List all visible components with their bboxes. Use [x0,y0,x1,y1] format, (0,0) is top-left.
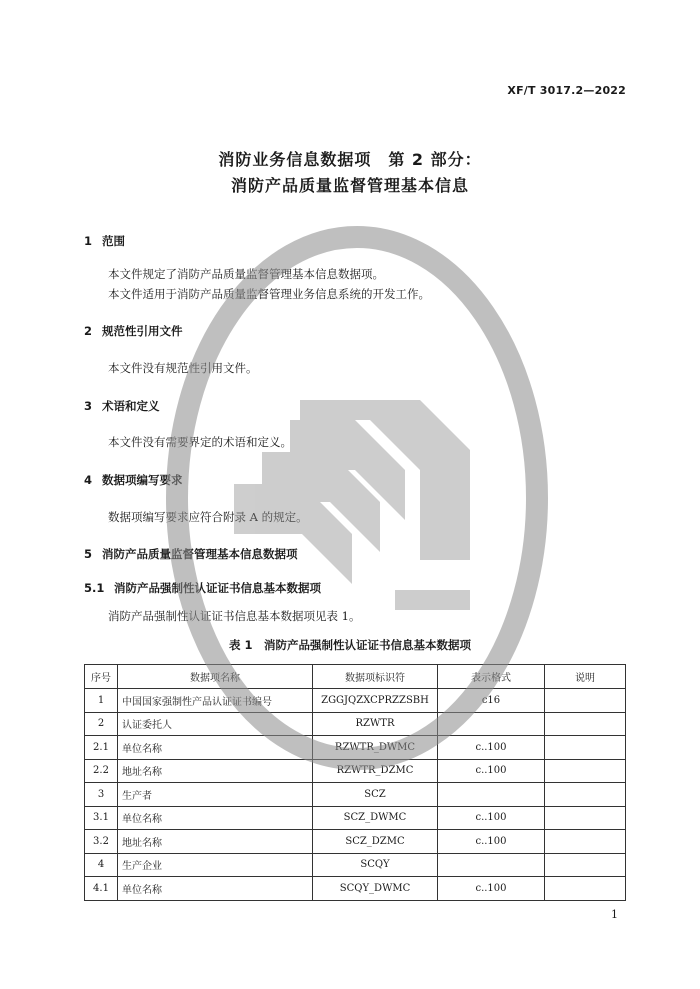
section-number: 1 [84,234,93,248]
document-title-line2: 消防产品质量监督管理基本信息 [230,176,469,195]
cell-format: c..100 [438,830,545,854]
cell-identifier: SCQY [313,853,438,877]
cell-note [545,712,626,736]
table-row [85,877,626,901]
cell-identifier: SCZ_DWMC [313,806,438,830]
cell-note [545,877,626,901]
table-row [85,736,626,760]
cell-name: 单位名称 [118,877,313,901]
table-row [85,712,626,736]
paragraph: 消防产品强制性认证证书信息基本数据项见表 1。 [108,609,361,623]
section-heading [84,546,298,562]
cell-identifier: ZGGJQZXCPRZZSBH [313,689,438,713]
cell-seq: 1 [85,689,118,713]
cell-name: 中国国家强制性产品认证证书编号 [118,689,313,713]
table-row [85,853,626,877]
page-number: 1 [611,908,618,921]
cell-name: 生产者 [118,783,313,807]
cell-name: 生产企业 [118,853,313,877]
cell-identifier: RZWTR [313,712,438,736]
paragraph: 本文件没有规范性引用文件。 [108,361,258,375]
cell-note [545,736,626,760]
subsection-heading [84,580,321,596]
column-header: 数据项名称 [118,665,313,689]
cell-format [438,783,545,807]
section-title: 消防产品强制性认证证书信息基本数据项 [114,581,321,595]
paragraph: 本文件没有需要界定的术语和定义。 [108,435,292,449]
column-header: 序号 [85,665,118,689]
column-header: 表示格式 [438,665,545,689]
cell-seq: 4.1 [85,877,118,901]
cell-note [545,759,626,783]
cell-format: c..100 [438,877,545,901]
section-number: 4 [84,473,93,487]
section-number: 5.1 [84,581,105,595]
table-row [85,806,626,830]
section-title: 范围 [102,234,125,248]
cell-name: 地址名称 [118,830,313,854]
cell-format: c..100 [438,806,545,830]
column-header: 说明 [545,665,626,689]
cell-seq: 4 [85,853,118,877]
cell-seq: 2.2 [85,759,118,783]
section-title: 数据项编写要求 [102,473,183,487]
cell-name: 单位名称 [118,736,313,760]
section-heading [84,233,125,249]
table-header-row [85,665,626,689]
cell-format: c..100 [438,759,545,783]
paragraph: 本文件适用于消防产品质量监督管理业务信息系统的开发工作。 [108,287,430,301]
cell-identifier: RZWTR_DWMC [313,736,438,760]
cell-seq: 3 [85,783,118,807]
cell-name: 地址名称 [118,759,313,783]
section-heading [84,472,183,488]
cell-seq: 2 [85,712,118,736]
cell-seq: 2.1 [85,736,118,760]
cell-identifier: SCQY_DWMC [313,877,438,901]
cell-format [438,853,545,877]
column-header: 数据项标识符 [313,665,438,689]
cell-name: 认证委托人 [118,712,313,736]
table-row [85,783,626,807]
cell-note [545,806,626,830]
cell-format [438,712,545,736]
cell-note [545,853,626,877]
paragraph: 本文件规定了消防产品质量监督管理基本信息数据项。 [108,267,384,281]
paragraph: 数据项编写要求应符合附录 A 的规定。 [108,510,308,524]
cell-identifier: SCZ_DZMC [313,830,438,854]
section-number: 5 [84,547,93,561]
table-row [85,689,626,713]
section-title: 规范性引用文件 [102,324,183,338]
cell-note [545,783,626,807]
section-heading [84,323,183,339]
section-number: 3 [84,399,93,413]
table-row [85,830,626,854]
cell-identifier: SCZ [313,783,438,807]
table-caption: 表 1 消防产品强制性认证证书信息基本数据项 [228,638,471,652]
cell-seq: 3.2 [85,830,118,854]
cell-seq: 3.1 [85,806,118,830]
section-title: 消防产品质量监督管理基本信息数据项 [102,547,298,561]
section-title: 术语和定义 [102,399,160,413]
cell-note [545,689,626,713]
document-title-line1: 消防业务信息数据项 第 2 部分： [218,150,482,169]
cell-identifier: RZWTR_DZMC [313,759,438,783]
data-items-table [84,664,626,901]
cell-format: c..100 [438,736,545,760]
section-number: 2 [84,324,93,338]
cell-note [545,830,626,854]
section-heading [84,398,160,414]
cell-name: 单位名称 [118,806,313,830]
standard-number: XF/T 3017.2—2022 [507,84,626,97]
table-row [85,759,626,783]
cell-format: c16 [438,689,545,713]
